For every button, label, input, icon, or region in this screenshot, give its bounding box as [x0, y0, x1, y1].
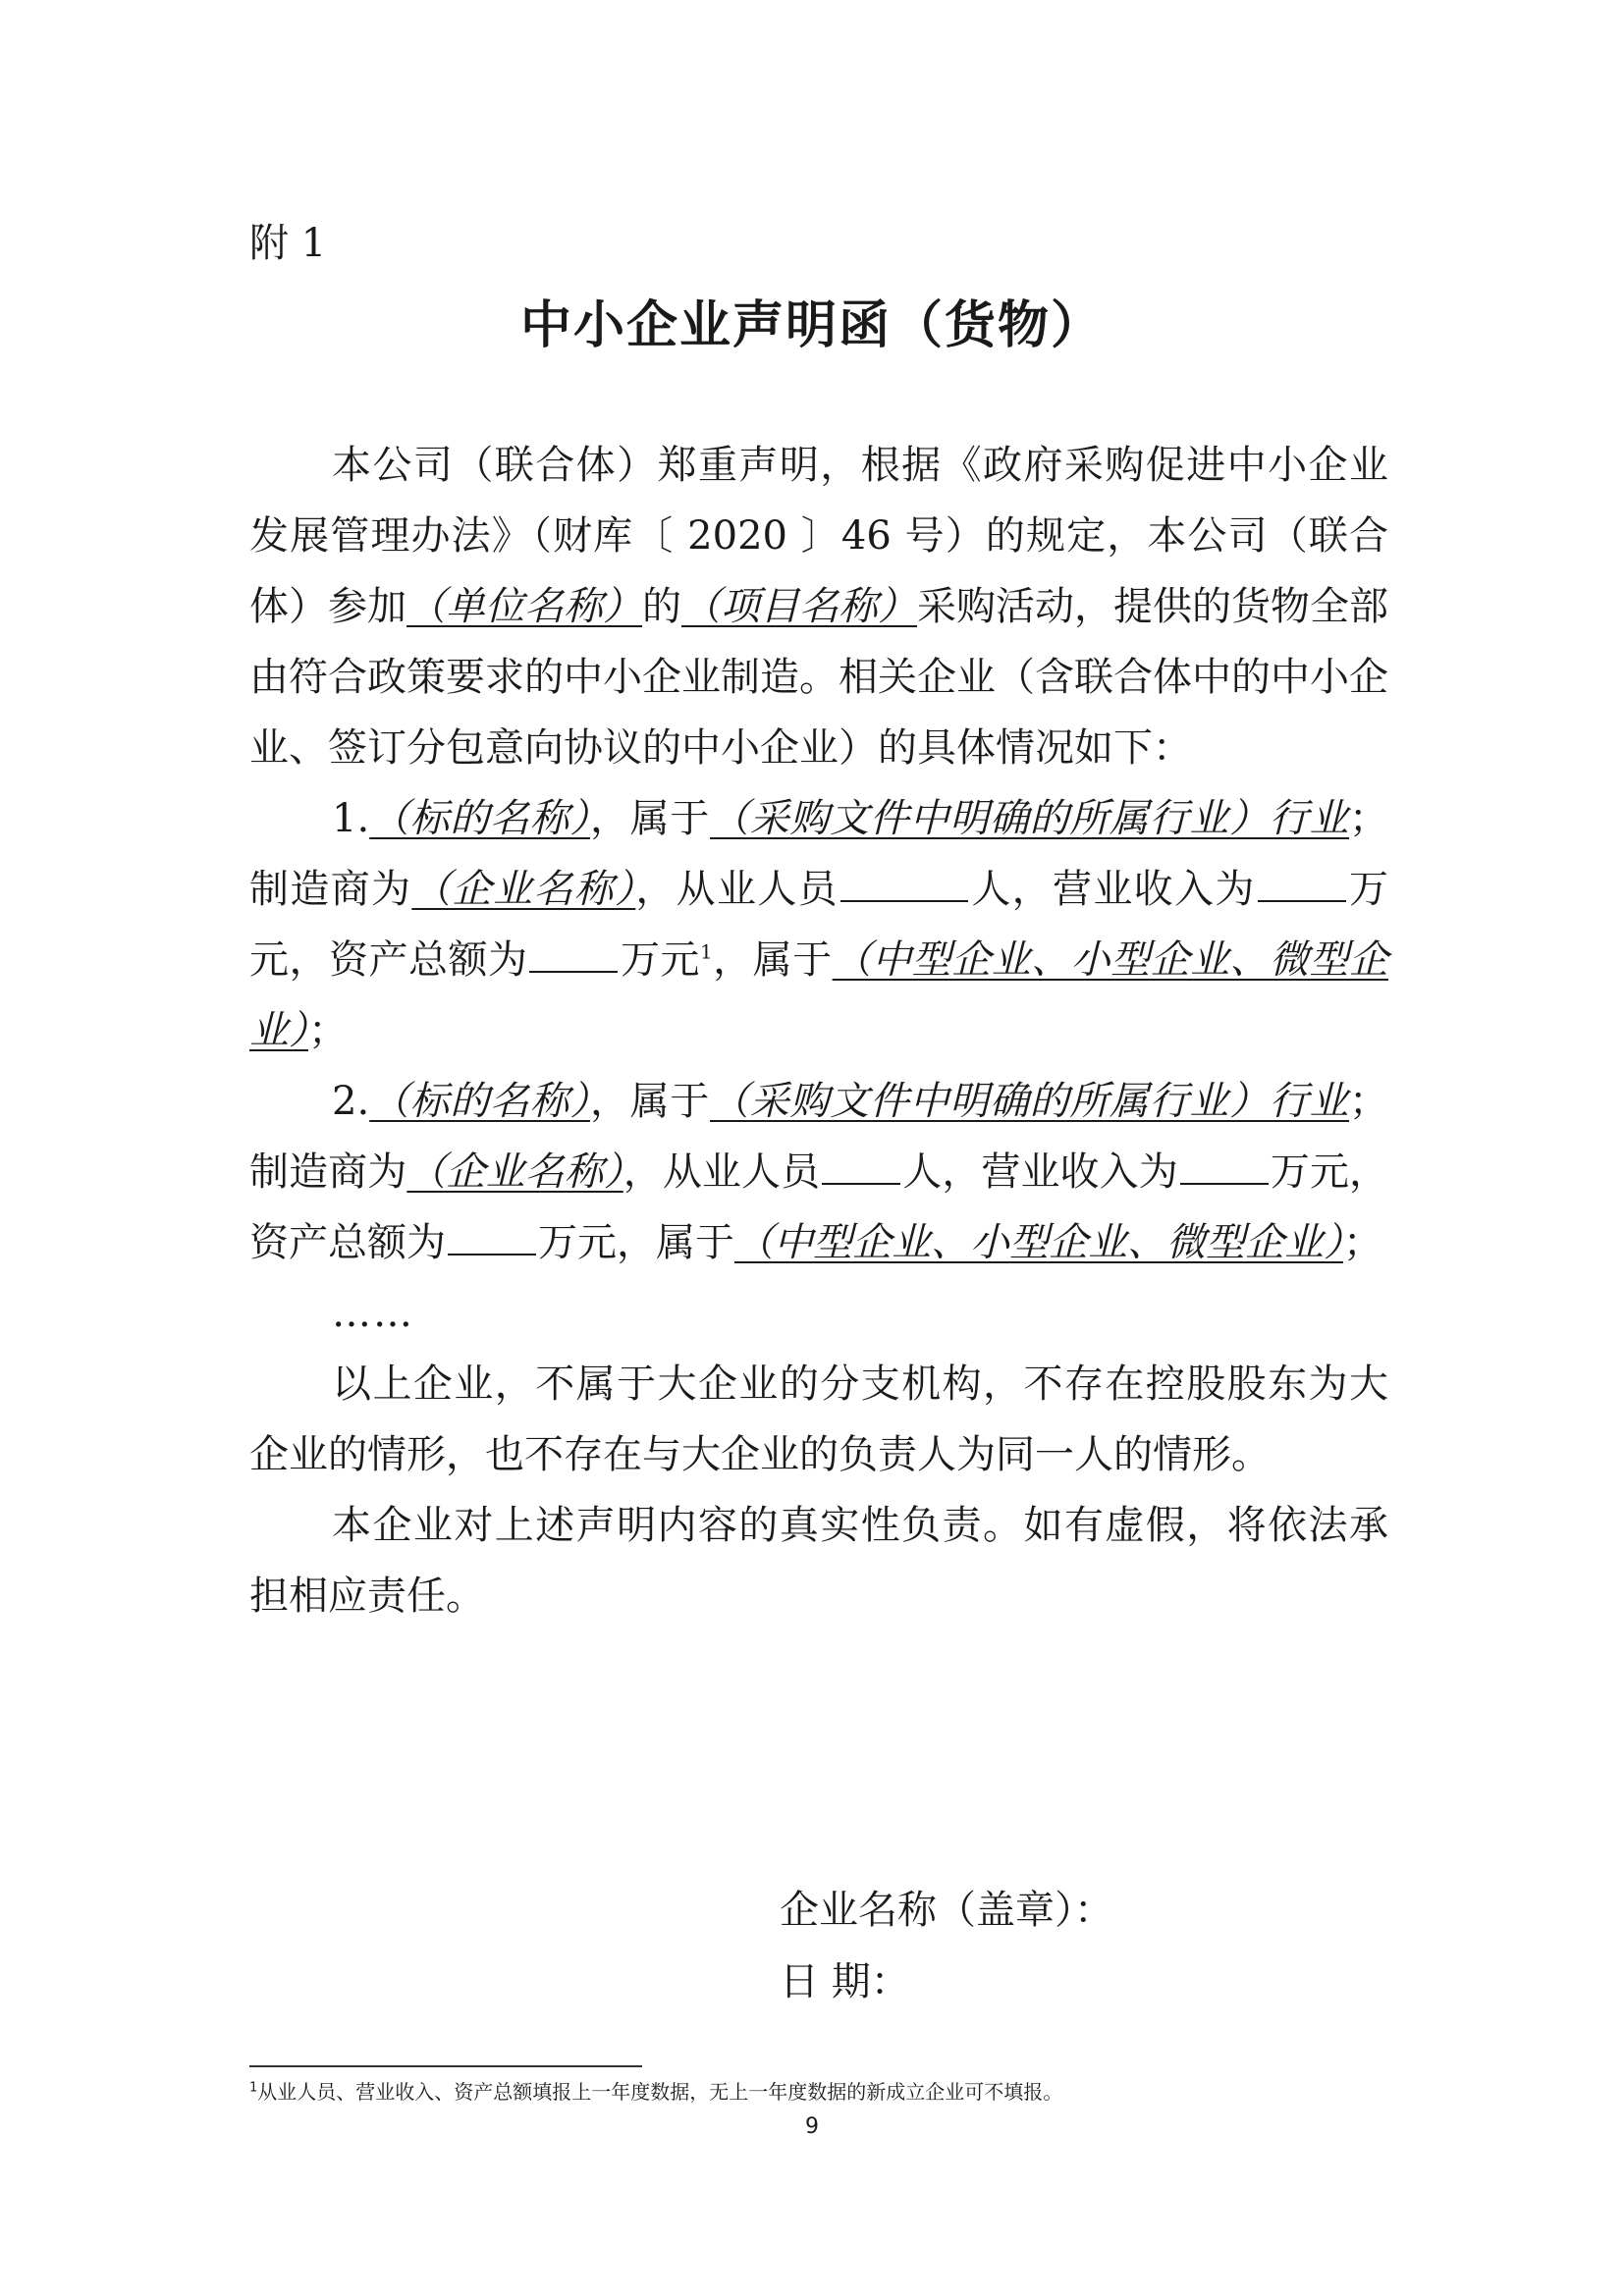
item-2-revenue-blank[interactable]: [1180, 1144, 1269, 1185]
intro-paragraph: [249, 430, 1388, 783]
item-2-size: （中型企业、小型企业、微型企业）: [734, 1220, 1343, 1265]
item-1-wan-text: 万元: [620, 937, 700, 983]
item-2-assets-blank[interactable]: [448, 1214, 536, 1255]
item-1-number: 1.: [332, 796, 370, 841]
item-1-paragraph: [249, 783, 1388, 1066]
footnote-mark: 1: [249, 2080, 258, 2096]
item-2-subject: （标的名称）: [369, 1079, 590, 1124]
intro-text-2: 的: [642, 584, 681, 629]
footnote-divider: [249, 2065, 642, 2067]
intro-text-1: 本公司（联合体）郑重声明，根据《政府采购促进中小企业发展管理办法》（财库〔 2020 〕46 号）的规定，本公司（联合体）参加: [249, 443, 1388, 629]
item-1-end: ；: [308, 1008, 348, 1053]
item-1-staff-text: ，从业人员: [635, 867, 839, 912]
annex-label: 附 1: [249, 221, 327, 266]
item-1-maker-text: ；制造商为: [249, 796, 1389, 912]
ellipsis: ……: [332, 1291, 414, 1336]
footnote-text: 从业人员、营业收入、资产总额填报上一年度数据，无上一年度数据的新成立企业可不填报。: [257, 2080, 1063, 2104]
item-2-staff-blank[interactable]: [822, 1144, 900, 1185]
item-2-wan-text: 万元: [538, 1220, 617, 1265]
date-label: 日 期：: [780, 1959, 910, 2004]
not-branch-paragraph: 以上企业，不属于大企业的分支机构，不存在控股股东为大企业的情形，也不存在与大企业的负责人为同一人的情形。: [249, 1362, 1388, 1477]
item-2-paragraph: [249, 1066, 1388, 1278]
item-1-revenue-text: 人，营业收入为: [970, 867, 1256, 912]
item-1-belongs2-text: ，属于: [712, 937, 833, 983]
item-1-assets-text: 万元，资产总额为: [249, 867, 1389, 983]
item-2-belongs-text: ，属于: [589, 1079, 711, 1124]
page-title: 中小企业声明函（货物）: [519, 295, 1104, 355]
item-2-assets-text: 万元，资产总额为: [249, 1149, 1389, 1265]
item-2-end: ；: [1343, 1220, 1382, 1265]
responsibility-paragraph: 本企业对上述声明内容的真实性负责。如有虚假，将依法承担相应责任。: [249, 1503, 1388, 1619]
intro-text-3: 采购活动，提供的货物全部由符合政策要求的中小企业制造。相关企业（含联合体中的中小企业、签订分包意向协议的中小企业）的具体情况如下：: [249, 584, 1388, 771]
item-1-subject: （标的名称）: [369, 796, 590, 841]
item-2-belongs2-text: ，属于: [617, 1220, 734, 1265]
unit-name-placeholder: （单位名称）: [406, 584, 642, 629]
item-2-industry: （采购文件中明确的所属行业）行业: [710, 1079, 1350, 1124]
footnote-reference: 1: [699, 939, 713, 964]
item-2-revenue-text: 人，营业收入为: [902, 1149, 1178, 1195]
item-2-number: 2.: [332, 1079, 370, 1124]
page-number: 9: [805, 2114, 819, 2139]
item-2-maker-text: ；制造商为: [249, 1079, 1389, 1195]
item-1-belongs-text: ，属于: [589, 796, 711, 841]
company-seal-label: 企业名称（盖章）：: [780, 1888, 1113, 1933]
item-1-size: （中型企业、小型企业、微型企业）: [249, 937, 1389, 1053]
item-1-revenue-blank[interactable]: [1258, 861, 1346, 902]
item-1-assets-blank[interactable]: [529, 932, 618, 973]
item-1-staff-blank[interactable]: [840, 861, 968, 902]
item-2-company: （企业名称）: [406, 1149, 623, 1195]
project-name-placeholder: （项目名称）: [681, 584, 917, 629]
item-2-staff-text: ，从业人员: [623, 1149, 821, 1195]
declaration-body: [249, 430, 1388, 1631]
footnote: [249, 2077, 1062, 2107]
item-1-industry: （采购文件中明确的所属行业）行业: [710, 796, 1350, 841]
item-1-company: （企业名称）: [411, 867, 636, 912]
